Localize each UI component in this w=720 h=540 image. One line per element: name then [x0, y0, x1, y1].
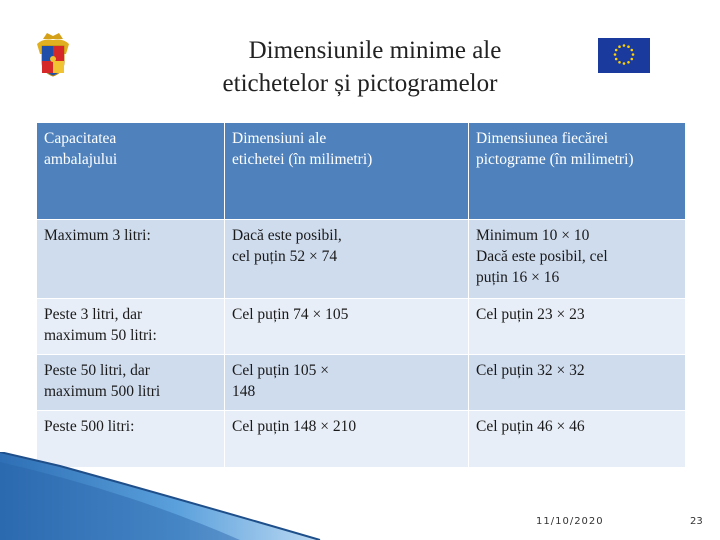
header-text: pictograme (în milimetri) [476, 151, 634, 168]
cell-text: Peste 3 litri, dar [44, 306, 143, 323]
coat-of-arms-icon [33, 30, 73, 80]
cell-text: cel puțin 52 × 74 [232, 248, 338, 265]
header-text: Dimensiunea fiecărei [476, 130, 609, 147]
cell-text: maximum 50 litri: [44, 327, 157, 344]
title-line-2: etichetelor și pictogramelor [222, 70, 498, 97]
table-cell [225, 299, 469, 355]
cell-text: Cel puțin 148 × 210 [232, 418, 357, 435]
table-cell [225, 355, 469, 411]
slide-date: 11/10/2020 [536, 516, 604, 527]
table-row [37, 355, 686, 411]
page-number: 23 [690, 516, 703, 527]
cell-text: Dacă este posibil, [232, 227, 342, 244]
header-text: ambalajului [44, 151, 118, 168]
cell-text: Cel puțin 32 × 32 [476, 362, 585, 379]
header-cell-label-size [225, 123, 469, 220]
cell-text: Cel puțin 74 × 105 [232, 306, 349, 323]
cell-text: Maximum 3 litri: [44, 227, 151, 244]
cell-text: 148 [232, 383, 256, 400]
table-header-row [37, 123, 686, 220]
cell-text: Dacă este posibil, cel [476, 248, 608, 265]
cell-text: puțin 16 × 16 [476, 269, 560, 286]
header-text: Capacitatea [44, 130, 117, 147]
title-line-1: Dimensiunile minime ale [248, 37, 502, 64]
header-text: Dimensiuni ale [232, 130, 327, 147]
table-cell [37, 299, 225, 355]
table-cell [469, 299, 686, 355]
cell-text: Peste 50 litri, dar [44, 362, 150, 379]
table-row [37, 220, 686, 299]
cell-text: Minimum 10 × 10 [476, 227, 590, 244]
slide-title [140, 34, 580, 100]
eu-flag-icon [598, 38, 650, 73]
dimensions-table [36, 122, 686, 468]
header-cell-pictogram-size [469, 123, 686, 220]
header-cell-capacity [37, 123, 225, 220]
table-cell [225, 220, 469, 299]
cell-text: Peste 500 litri: [44, 418, 135, 435]
cell-text: Cel puțin 46 × 46 [476, 418, 585, 435]
table-cell [37, 355, 225, 411]
table-cell [37, 220, 225, 299]
cell-text: Cel puțin 105 × [232, 362, 330, 379]
cell-text: maximum 500 litri [44, 383, 161, 400]
decorative-swoosh [0, 452, 720, 540]
table-cell [469, 220, 686, 299]
table-row [37, 299, 686, 355]
header-text: etichetei (în milimetri) [232, 151, 373, 168]
cell-text: Cel puțin 23 × 23 [476, 306, 585, 323]
table-cell [469, 355, 686, 411]
